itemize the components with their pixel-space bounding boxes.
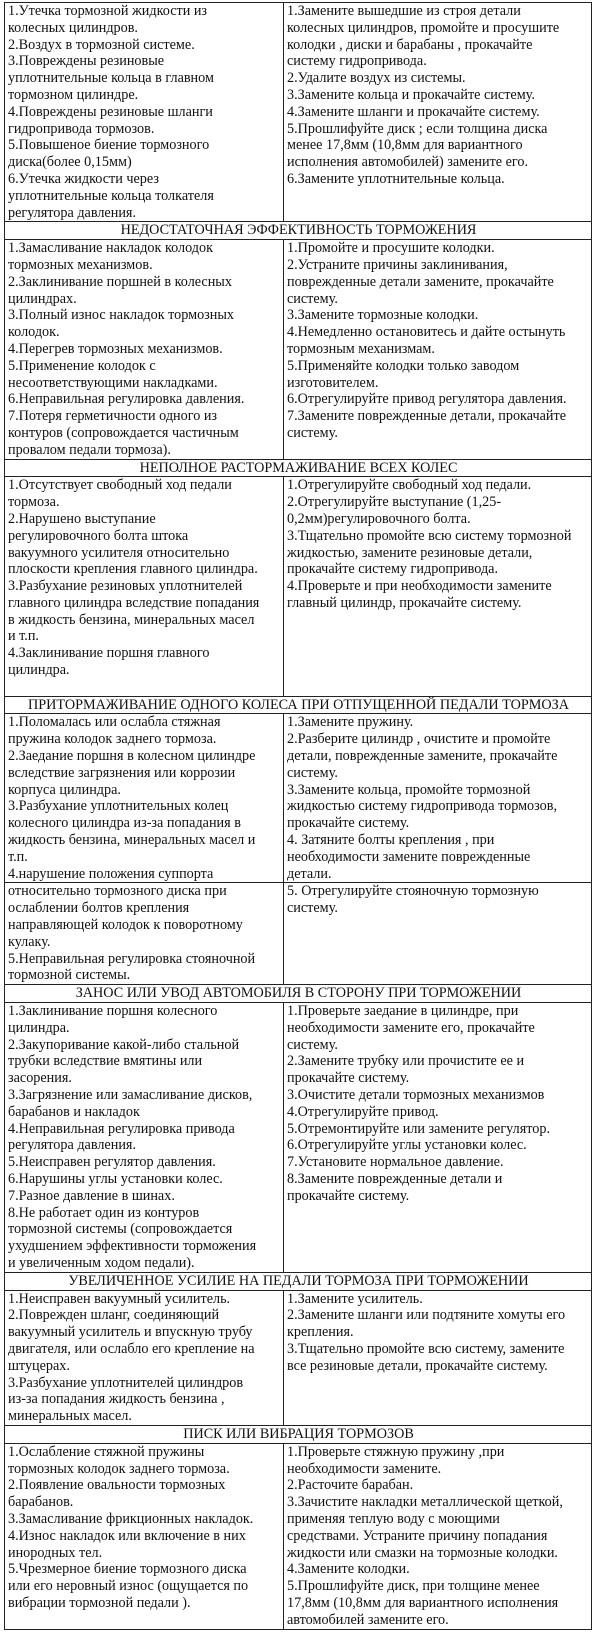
- cause-line: 2.Воздух в тормозной системе.: [8, 36, 195, 53]
- fix-line: 2.Замените трубку или прочистите ее и: [287, 1053, 525, 1070]
- fix-line: 4.Замените шланги и прокачайте систему.: [287, 103, 540, 120]
- fix-line: 1.Проверьте стяжную пружину ,при: [287, 1443, 505, 1460]
- cause-line: 2.Поврежден шланг, соединяющий: [8, 1307, 220, 1324]
- section-content-row: [5, 1443, 592, 1629]
- cause-line: диска(более 0,15мм): [8, 154, 132, 171]
- fix-cell: [284, 714, 592, 883]
- cause-line: 5.Чрезмерное биение тормозного диска: [8, 1561, 247, 1578]
- cause-line: 6.Неправильная регулировка давления.: [8, 391, 245, 408]
- fix-line: 2.Удалите воздух из системы.: [287, 70, 466, 87]
- fix-line: прокачайте систему.: [287, 815, 410, 832]
- fix-cell: [284, 3, 592, 222]
- cause-line: цилиндра.: [8, 662, 70, 679]
- section-header: ЗАНОС ИЛИ УВОД АВТОМОБИЛЯ В СТОРОНУ ПРИ ТОРМОЖЕНИИ: [5, 985, 592, 1003]
- section-header: ПРИТОРМАЖИВАНИЕ ОДНОГО КОЛЕСА ПРИ ОТПУЩЕННОЙ ПЕДАЛИ ТОРМОЗА: [5, 696, 592, 714]
- cause-line: корпуса цилиндра.: [8, 781, 121, 798]
- cause-line: тормозном цилиндре.: [8, 86, 139, 103]
- fix-line: 5. Отрегулируйте стояночную тормозную: [287, 883, 539, 900]
- fix-line: 5.Прошлифуйте диск, при толщине менее: [287, 1578, 540, 1595]
- cause-cell: [5, 1443, 284, 1629]
- fix-line: менее 17,8мм (10,8мм для вариантного: [287, 137, 523, 154]
- section-content-row: [5, 477, 592, 696]
- section-header-row: [5, 222, 592, 240]
- section-header-row: [5, 696, 592, 714]
- fix-line: жидкостью систему гидропривода тормозов,: [287, 798, 558, 815]
- troubleshooting-table-body: [5, 3, 592, 1630]
- cause-line: 5.Неисправен регулятор давления.: [8, 1154, 216, 1171]
- fix-line: средствами. Устраните причину попадания: [287, 1527, 548, 1544]
- cause-cell: [5, 1003, 284, 1273]
- cause-line: 1.Ослабление стяжной пружины: [8, 1443, 205, 1460]
- cause-line: направляющей колодок к поворотному: [8, 917, 243, 934]
- cause-line: 4.Износ накладок или включение в них: [8, 1527, 246, 1544]
- cause-line: 5.Применение колодок с: [8, 357, 156, 374]
- cause-line: 3.Разбухание резиновых уплотнителей: [8, 578, 243, 595]
- cause-cell: [5, 240, 284, 459]
- section-header-row: [5, 1272, 592, 1290]
- fix-line: систему.: [287, 1036, 338, 1053]
- troubleshooting-page: [4, 0, 590, 1630]
- cause-line: тормозных механизмов.: [8, 256, 153, 273]
- cause-line: 3.Разбухание уплотнительных колец: [8, 798, 229, 815]
- fix-line: 2.Отрегулируйте выступание (1,25-: [287, 494, 502, 511]
- fix-line: прокачайте систему.: [287, 1187, 410, 1204]
- cause-line: вакуумный усилитель и впускную трубу: [8, 1324, 253, 1341]
- section-content-row: [5, 240, 592, 459]
- fix-line: 4.Отрегулируйте привод.: [287, 1103, 439, 1120]
- fix-line: 3.Тщательно промойте всю систему, замените: [287, 1340, 565, 1357]
- fix-line: 2.Устраните причины заклинивания,: [287, 256, 508, 273]
- cause-line: тормоза.: [8, 494, 60, 511]
- fix-cell: [284, 883, 592, 985]
- cause-line: ухудшением эффективности торможения: [8, 1238, 257, 1255]
- cause-line: уплотнительные кольца толкателя: [8, 187, 214, 204]
- fix-line: изготовителем.: [287, 374, 379, 391]
- fix-line: 4.Проверьте и при необходимости замените: [287, 578, 552, 595]
- cause-line: из-за попадания жидкость бензина ,: [8, 1391, 225, 1408]
- fix-line: 1.Замените вышедшие из строя детали: [287, 3, 521, 19]
- section-header-row: [5, 459, 592, 477]
- section-header: УВЕЛИЧЕННОЕ УСИЛИЕ НА ПЕДАЛИ ТОРМОЗА ПРИ ТОРМОЖЕНИИ: [5, 1272, 592, 1290]
- cause-line: провалом педали тормоза).: [8, 441, 171, 458]
- fix-line: 4.Замените колодки.: [287, 1561, 410, 1578]
- fix-line: применяя теплую воду с моющими: [287, 1510, 500, 1527]
- cause-line: минеральных масел.: [8, 1408, 132, 1425]
- cause-line: тормозной системы (сопровождается: [8, 1221, 233, 1238]
- fix-line: прокачайте систему.: [287, 1070, 410, 1087]
- section-content-row: [5, 3, 592, 222]
- fix-line: 2.Замените шланги или подтяните хомуты его: [287, 1307, 566, 1324]
- fix-line: 3.Замените тормозные колодки.: [287, 307, 479, 324]
- cause-line: барабанов и накладок: [8, 1103, 140, 1120]
- fix-line: крепления.: [287, 1324, 354, 1341]
- cause-line: 4.Повреждены резиновые шланги: [8, 103, 213, 120]
- fix-line: 3.Зачистите накладки металлической щеткой,: [287, 1494, 563, 1511]
- cause-line: 1.Утечка тормозной жидкости из: [8, 3, 208, 19]
- cause-line: 7.Разное давление в шинах.: [8, 1187, 175, 1204]
- fix-line: 5.Прошлифуйте диск ; если толщина диска: [287, 120, 548, 137]
- fix-line: тормозным механизмам.: [287, 340, 435, 357]
- cause-line: вследствие загрязнения или коррозии: [8, 764, 236, 781]
- cause-line: 6.Утечка жидкости через: [8, 170, 159, 187]
- fix-line: 3.Очистите детали тормозных механизмов: [287, 1087, 545, 1103]
- fix-line: 7.Замените поврежденные детали, прокачайте: [287, 408, 566, 425]
- fix-line: систему.: [287, 764, 338, 781]
- fix-line: колодки , диски и барабаны , прокачайте: [287, 36, 533, 53]
- fix-line: прокачайте систему гидропривода.: [287, 561, 499, 578]
- fix-line: систему.: [287, 424, 338, 441]
- cause-line: уплотнительные кольца в главном: [8, 70, 214, 87]
- fix-line: необходимости замените поврежденные: [287, 848, 531, 865]
- cause-line: 1.Поломалась или ослабла стяжная: [8, 714, 221, 731]
- fix-line: 6.Замените уплотнительные кольца.: [287, 170, 505, 187]
- fix-line: детали, поврежденные замените, прокачайте: [287, 748, 558, 765]
- cause-line: регулировочного болта штока: [8, 527, 189, 544]
- fix-line: 1.Отрегулируйте свободный ход педали.: [287, 477, 532, 494]
- cause-line: 3.Повреждены резиновые: [8, 53, 165, 70]
- fix-cell: [284, 1443, 592, 1629]
- cause-line: 4.Перегрев тормозных механизмов.: [8, 340, 223, 357]
- section-header-row: [5, 985, 592, 1003]
- fix-line: 4.Немедленно остановитесь и дайте остынуть: [287, 324, 566, 341]
- section-header-row: [5, 1425, 592, 1443]
- cause-line: тормозной системы.: [8, 967, 131, 984]
- cause-line: тормозных колодок заднего тормоза.: [8, 1460, 230, 1477]
- cause-line: или его неровный износ (ощущается по: [8, 1578, 249, 1595]
- cause-line: 5.Повышеное биение тормозного: [8, 137, 210, 154]
- cause-line: вакуумного усилителя относительно: [8, 544, 230, 561]
- cause-line: инородных тел.: [8, 1544, 103, 1561]
- blank-line: [8, 679, 281, 696]
- cause-line: двигателя, или ослабло его крепление на: [8, 1340, 255, 1357]
- cause-line: 5.Неправильная регулировка стояночной: [8, 950, 256, 967]
- cause-cell: [5, 883, 284, 985]
- fix-line: 5.Применяйте колодки только заводом: [287, 357, 520, 374]
- cause-line: барабанов.: [8, 1494, 74, 1511]
- section-header: НЕДОСТАТОЧНАЯ ЭФФЕКТИВНОСТЬ ТОРМОЖЕНИЯ: [5, 222, 592, 240]
- section-content-row: [5, 1290, 592, 1425]
- fix-cell: [284, 1003, 592, 1273]
- fix-line: автомобилей замените его.: [287, 1611, 449, 1628]
- section-header: ПИСК ИЛИ ВИБРАЦИЯ ТОРМОЗОВ: [5, 1425, 592, 1443]
- fix-line: 1.Промойте и просушите колодки.: [287, 240, 495, 257]
- fix-line: 0,2мм)регулировочного болта.: [287, 510, 471, 527]
- fix-line: 1.Замените пружину.: [287, 714, 414, 731]
- cause-cell: [5, 3, 284, 222]
- cause-line: регулятора давления.: [8, 1137, 136, 1154]
- cause-line: засорения.: [8, 1070, 72, 1087]
- cause-line: 4.нарушение положения суппорта: [8, 865, 214, 882]
- cause-line: 3.Разбухание уплотнителей цилиндров: [8, 1374, 244, 1391]
- fix-line: 17,8мм (10,8мм для вариантного исполнения: [287, 1594, 559, 1611]
- cause-line: 2.Появление овальности тормозных: [8, 1477, 226, 1494]
- cause-line: кулаку.: [8, 933, 51, 950]
- cause-line: 2.Заедание поршня в колесном цилиндре: [8, 748, 256, 765]
- fix-line: колесных цилиндров, промойте и просушите: [287, 19, 560, 36]
- cause-line: регулятора давления.: [8, 204, 136, 221]
- cause-line: колодок.: [8, 324, 60, 341]
- cause-line: жидкость бензина, минеральных масел и: [8, 832, 256, 849]
- cause-line: 6.Нарушины углы установки колес.: [8, 1170, 223, 1187]
- fix-line: необходимости замените его, прокачайте: [287, 1019, 535, 1036]
- fix-line: все резиновые детали, прокачайте систему.: [287, 1357, 548, 1374]
- cause-line: в жидкость бензина, минеральных масел: [8, 611, 255, 628]
- cause-line: контуров (сопровождается частичным: [8, 424, 239, 441]
- fix-line: 3.Тщательно промойте всю систему тормозной: [287, 527, 572, 544]
- cause-line: цилиндра.: [8, 1019, 70, 1036]
- cause-line: вибрации тормозной педали ).: [8, 1594, 191, 1611]
- fix-line: систему.: [287, 290, 338, 307]
- fix-line: 3.Замените кольца и прокачайте систему.: [287, 86, 535, 103]
- cause-line: плоскости крепления главного цилиндра.: [8, 561, 258, 578]
- fix-line: 4. Затяните болты крепления , при: [287, 832, 495, 849]
- cause-line: 2.Нарушено выступание: [8, 510, 156, 527]
- fix-line: необходимости замените.: [287, 1460, 442, 1477]
- fix-cell: [284, 1290, 592, 1425]
- section-header: НЕПОЛНОЕ РАСТОРМАЖИВАНИЕ ВСЕХ КОЛЕС: [5, 459, 592, 477]
- troubleshooting-table: [4, 2, 592, 1630]
- cause-line: 2.Заклинивание поршней в колесных: [8, 273, 232, 290]
- section-content-row: [5, 1003, 592, 1273]
- cause-cell: [5, 1290, 284, 1425]
- fix-cell: [284, 240, 592, 459]
- cause-line: относительно тормозного диска при: [8, 883, 227, 900]
- cause-line: 3.Полный износ накладок тормозных: [8, 307, 235, 324]
- fix-line: детали.: [287, 865, 332, 882]
- cause-line: 1.Замасливание накладок колодок: [8, 240, 213, 257]
- section-content-row: [5, 883, 592, 985]
- cause-line: ослаблении болтов крепления: [8, 900, 190, 917]
- fix-line: 2.Расточите барабан.: [287, 1477, 414, 1494]
- cause-line: главного цилиндра вследствие попадания: [8, 594, 260, 611]
- cause-line: 3.Загрязнение или замасливание дисков,: [8, 1087, 253, 1103]
- fix-line: исполнения автомобилей) замените его.: [287, 154, 529, 171]
- fix-line: 5.Отремонтируйте или замените регулятор.: [287, 1120, 550, 1137]
- fix-line: жидкости или смазки на тормозные колодки.: [287, 1544, 558, 1561]
- cause-line: штуцерах.: [8, 1357, 70, 1374]
- fix-line: 1.Замените усилитель.: [287, 1290, 423, 1307]
- cause-cell: [5, 477, 284, 696]
- cause-line: 1.Отсутствует свободный ход педали: [8, 477, 232, 494]
- fix-line: поврежденные детали замените, прокачайте: [287, 273, 554, 290]
- cause-line: цилиндрах.: [8, 290, 77, 307]
- fix-line: 7.Установите нормальное давление.: [287, 1154, 504, 1171]
- fix-line: главный цилиндр, прокачайте систему.: [287, 594, 522, 611]
- cause-cell: [5, 714, 284, 883]
- cause-line: несоответствующими накладками.: [8, 374, 218, 391]
- cause-line: пружина колодок заднего тормоза.: [8, 731, 217, 748]
- cause-line: 2.Закупоривание какой-либо стальной: [8, 1036, 240, 1053]
- fix-cell: [284, 477, 592, 696]
- cause-line: 8.Не работает один из контуров: [8, 1204, 200, 1221]
- fix-line: систему гидропривода.: [287, 53, 427, 70]
- fix-line: систему.: [287, 900, 338, 917]
- fix-line: жидкостью, замените резиновые детали,: [287, 544, 533, 561]
- fix-line: 1.Проверьте заедание в цилиндре, при: [287, 1003, 519, 1020]
- cause-line: 4.Заклинивание поршня главного: [8, 645, 210, 662]
- fix-line: 3.Замените кольца, промойте тормозной: [287, 781, 531, 798]
- cause-line: 7.Потеря герметичности одного из: [8, 408, 218, 425]
- fix-line: 6.Отрегулируйте привод регулятора давления.: [287, 391, 567, 408]
- cause-line: 3.Замасливание фрикционных накладок.: [8, 1510, 254, 1527]
- fix-line: 6.Отрегулируйте углы установки колес.: [287, 1137, 527, 1154]
- cause-line: 1.Заклинивание поршня колесного: [8, 1003, 218, 1020]
- section-content-row: [5, 714, 592, 883]
- cause-line: трубки вследствие вмятины или: [8, 1053, 203, 1070]
- cause-line: 4.Неправильная регулировка привода: [8, 1120, 235, 1137]
- fix-line: 2.Разберите цилиндр , очистите и промойте: [287, 731, 551, 748]
- fix-line: 8.Замените поврежденные детали и: [287, 1170, 503, 1187]
- cause-line: т.п.: [8, 848, 28, 865]
- cause-line: колесных цилиндров.: [8, 19, 138, 36]
- cause-line: гидропривода тормозов.: [8, 120, 155, 137]
- cause-line: и т.п.: [8, 628, 39, 645]
- cause-line: и увеличенным ходом педали).: [8, 1254, 195, 1271]
- cause-line: 1.Неисправен вакуумный усилитель.: [8, 1290, 231, 1307]
- cause-line: колесного цилиндра из-за попадания в: [8, 815, 241, 832]
